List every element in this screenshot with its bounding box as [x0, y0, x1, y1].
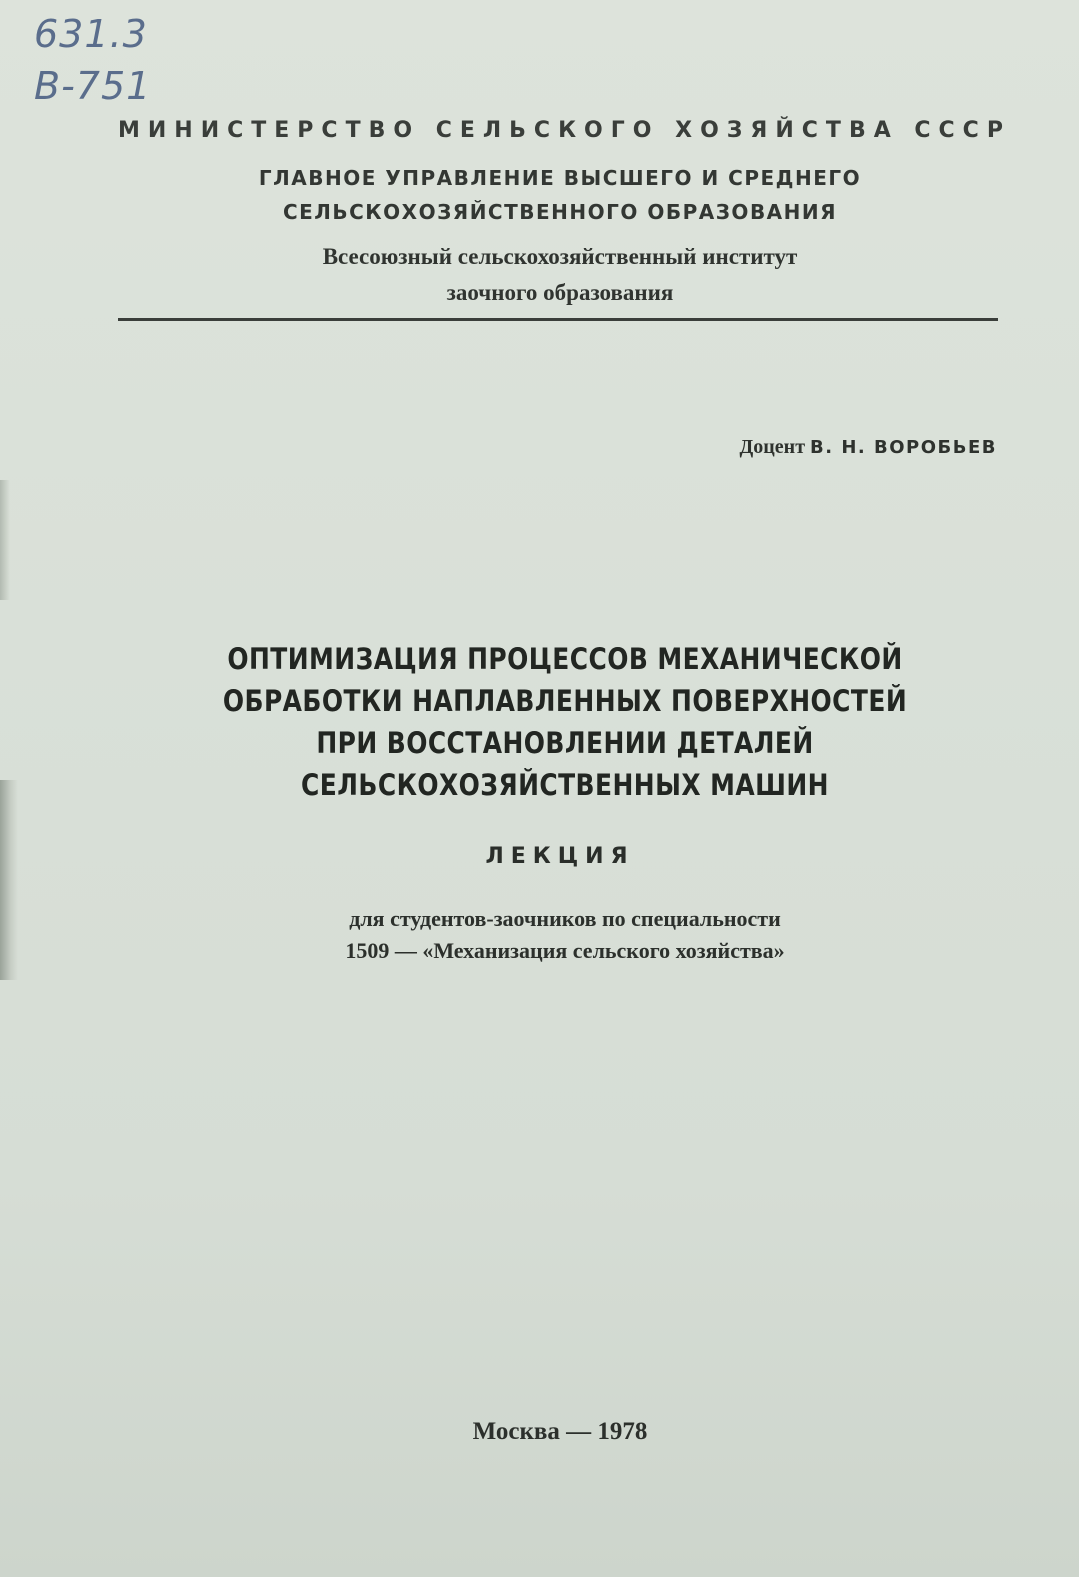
document-type: ЛЕКЦИЯ — [485, 844, 635, 869]
directorate-line-2: СЕЛЬСКОХОЗЯЙСТВЕННОГО ОБРАЗОВАНИЯ — [282, 200, 838, 224]
title-line-2: ОБРАБОТКИ НАПЛАВЛЕННЫХ ПОВЕРХНОСТЕЙ — [222, 684, 908, 718]
author-line — [740, 436, 997, 459]
author-name: В. Н. ВОРОБЬЕВ — [810, 437, 997, 458]
audience-line-1: для студентов-заочников по специальности — [349, 906, 781, 931]
institute-line-2: заочного образования — [446, 280, 674, 305]
directorate-line-1: ГЛАВНОЕ УПРАВЛЕНИЕ ВЫСШЕГО И СРЕДНЕГО — [258, 166, 862, 190]
handwritten-classification-code: 631.3 — [34, 12, 148, 56]
title-line-4: СЕЛЬСКОХОЗЯЙСТВЕННЫХ МАШИН — [301, 768, 829, 802]
spine-shadow — [0, 780, 18, 980]
title-line-1: ОПТИМИЗАЦИЯ ПРОЦЕССОВ МЕХАНИЧЕСКОЙ — [227, 642, 903, 676]
audience-line-2: 1509 — «Механизация сельского хозяйства» — [345, 938, 785, 963]
spine-shadow-upper — [0, 480, 10, 600]
ministry-heading: МИНИСТЕРСТВО СЕЛЬСКОГО ХОЗЯЙСТВА СССР — [118, 118, 1011, 143]
imprint: Москва — 1978 — [472, 1418, 648, 1445]
title-line-3: ПРИ ВОССТАНОВЛЕНИИ ДЕТАЛЕЙ — [316, 726, 814, 760]
header-divider — [118, 318, 998, 321]
author-title: Доцент — [739, 436, 806, 458]
institute-line-1: Всесоюзный сельскохозяйственный институт — [322, 244, 798, 269]
handwritten-catalog-number: В-751 — [34, 64, 152, 108]
